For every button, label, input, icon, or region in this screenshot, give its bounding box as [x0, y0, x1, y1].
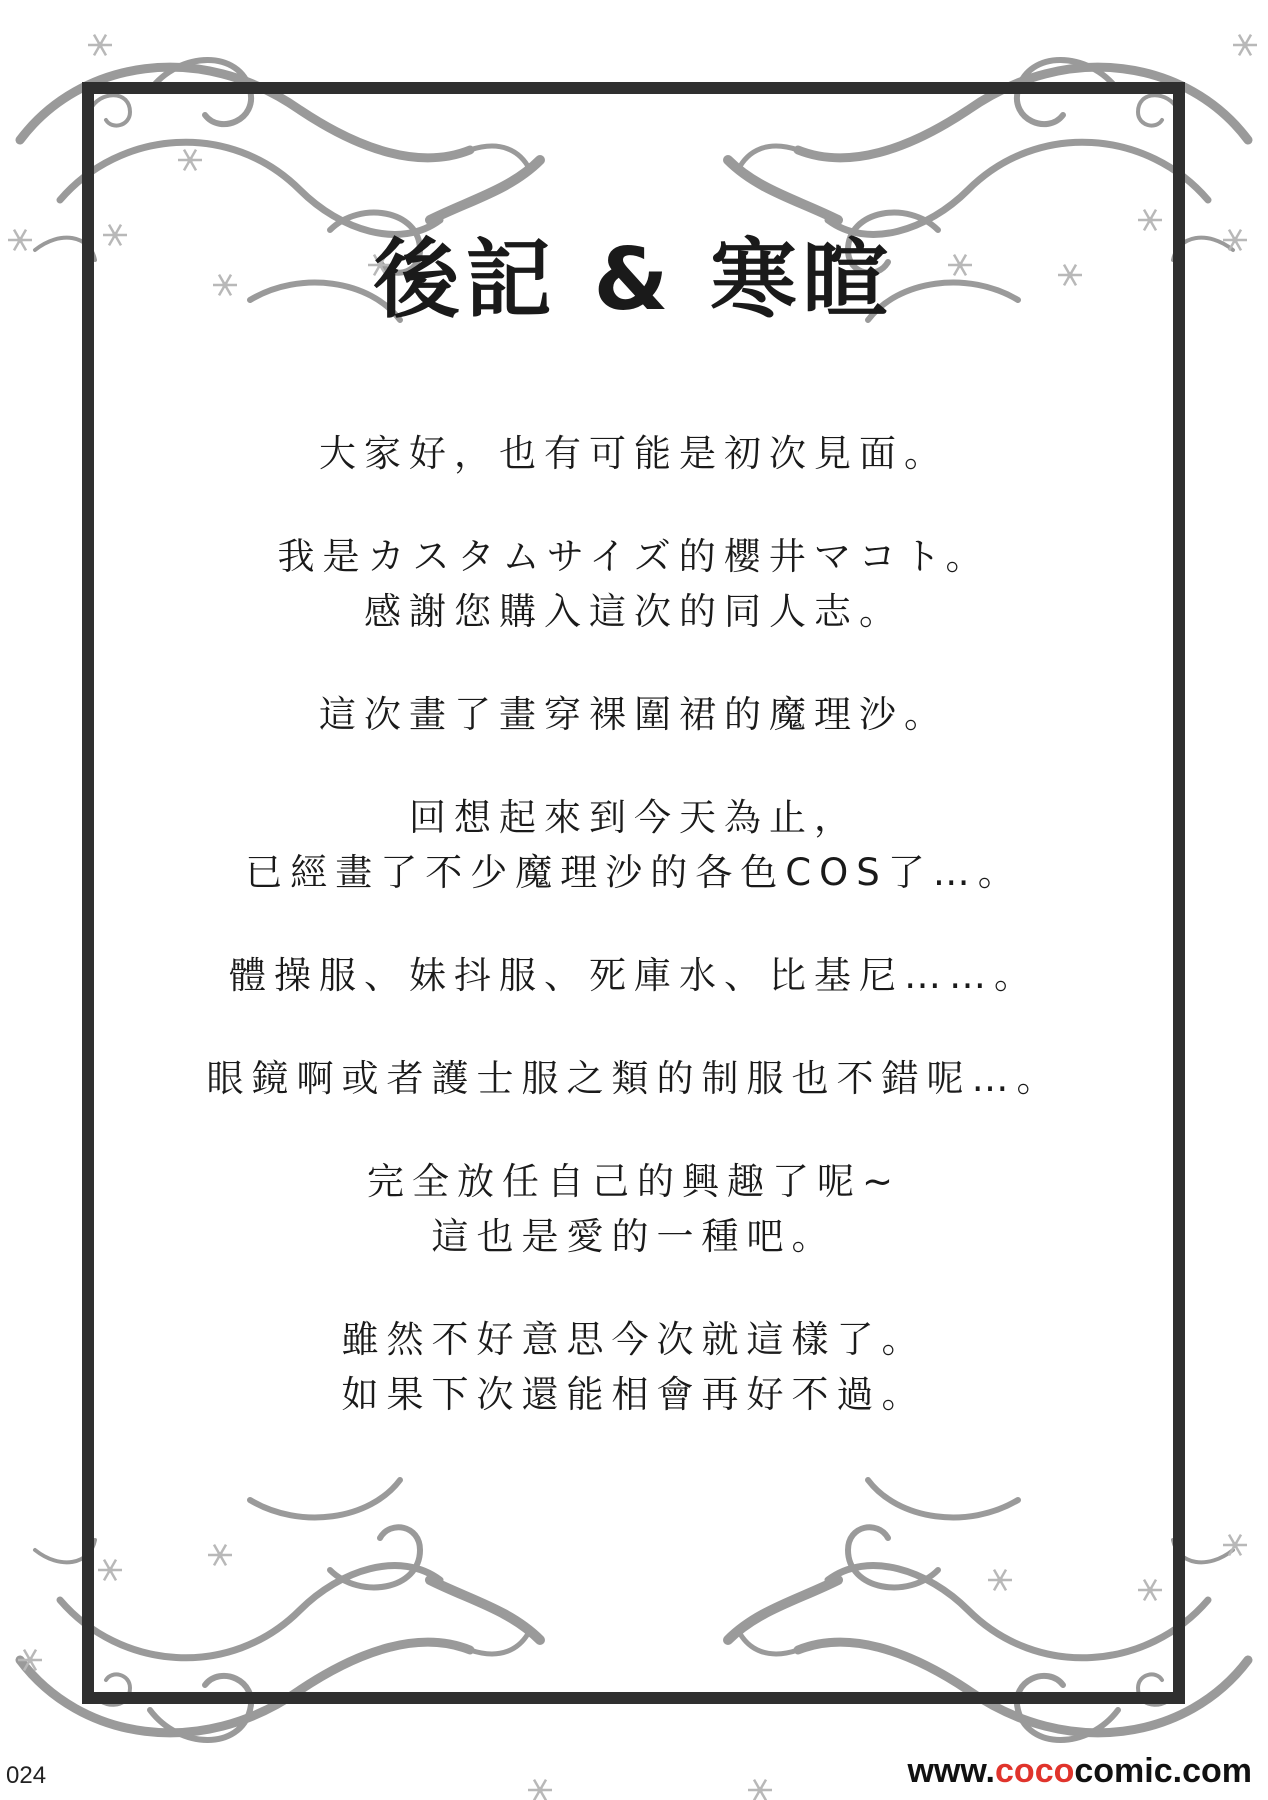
watermark-suffix: comic.com [1074, 1752, 1252, 1790]
watermark-prefix: www. [907, 1752, 996, 1790]
text-line: 體操服、妹抖服、死庫水、比基尼……。 [229, 954, 1039, 997]
text-line: 大家好，也有可能是初次見面。 [319, 432, 949, 475]
text-line: 眼鏡啊或者護士服之類的制服也不錯呢…。 [206, 1057, 1062, 1100]
text-line: 如果下次還能相會再好不過。 [341, 1373, 927, 1416]
paragraph [100, 948, 1168, 1003]
paragraph [100, 529, 1168, 639]
paragraph [100, 1312, 1168, 1422]
text-line: 這次畫了畫穿裸圍裙的魔理沙。 [319, 693, 949, 736]
text-line: 雖然不好意思今次就這樣了。 [341, 1318, 927, 1361]
paragraph [100, 687, 1168, 742]
paragraph [100, 790, 1168, 900]
text-line: 感謝您購入這次的同人志。 [364, 590, 904, 633]
text-line: 完全放任自己的興趣了呢~ [366, 1160, 901, 1203]
paragraph [100, 1051, 1168, 1106]
text-line: 這也是愛的一種吧。 [431, 1215, 837, 1258]
page-number: 024 [6, 1762, 47, 1789]
afterword-body [100, 426, 1168, 1470]
text-line: 回想起來到今天為止， [409, 796, 859, 839]
text-line: 已經畫了不少魔理沙的各色COS了…。 [245, 851, 1023, 894]
paragraph [100, 1154, 1168, 1264]
watermark-brand: coco [995, 1752, 1075, 1790]
paragraph [100, 426, 1168, 481]
text-line: 我是カスタムサイズ的櫻井マコト。 [277, 535, 991, 578]
site-watermark [901, 1752, 1258, 1791]
page-title: 後記 & 寒暄 [373, 230, 895, 330]
